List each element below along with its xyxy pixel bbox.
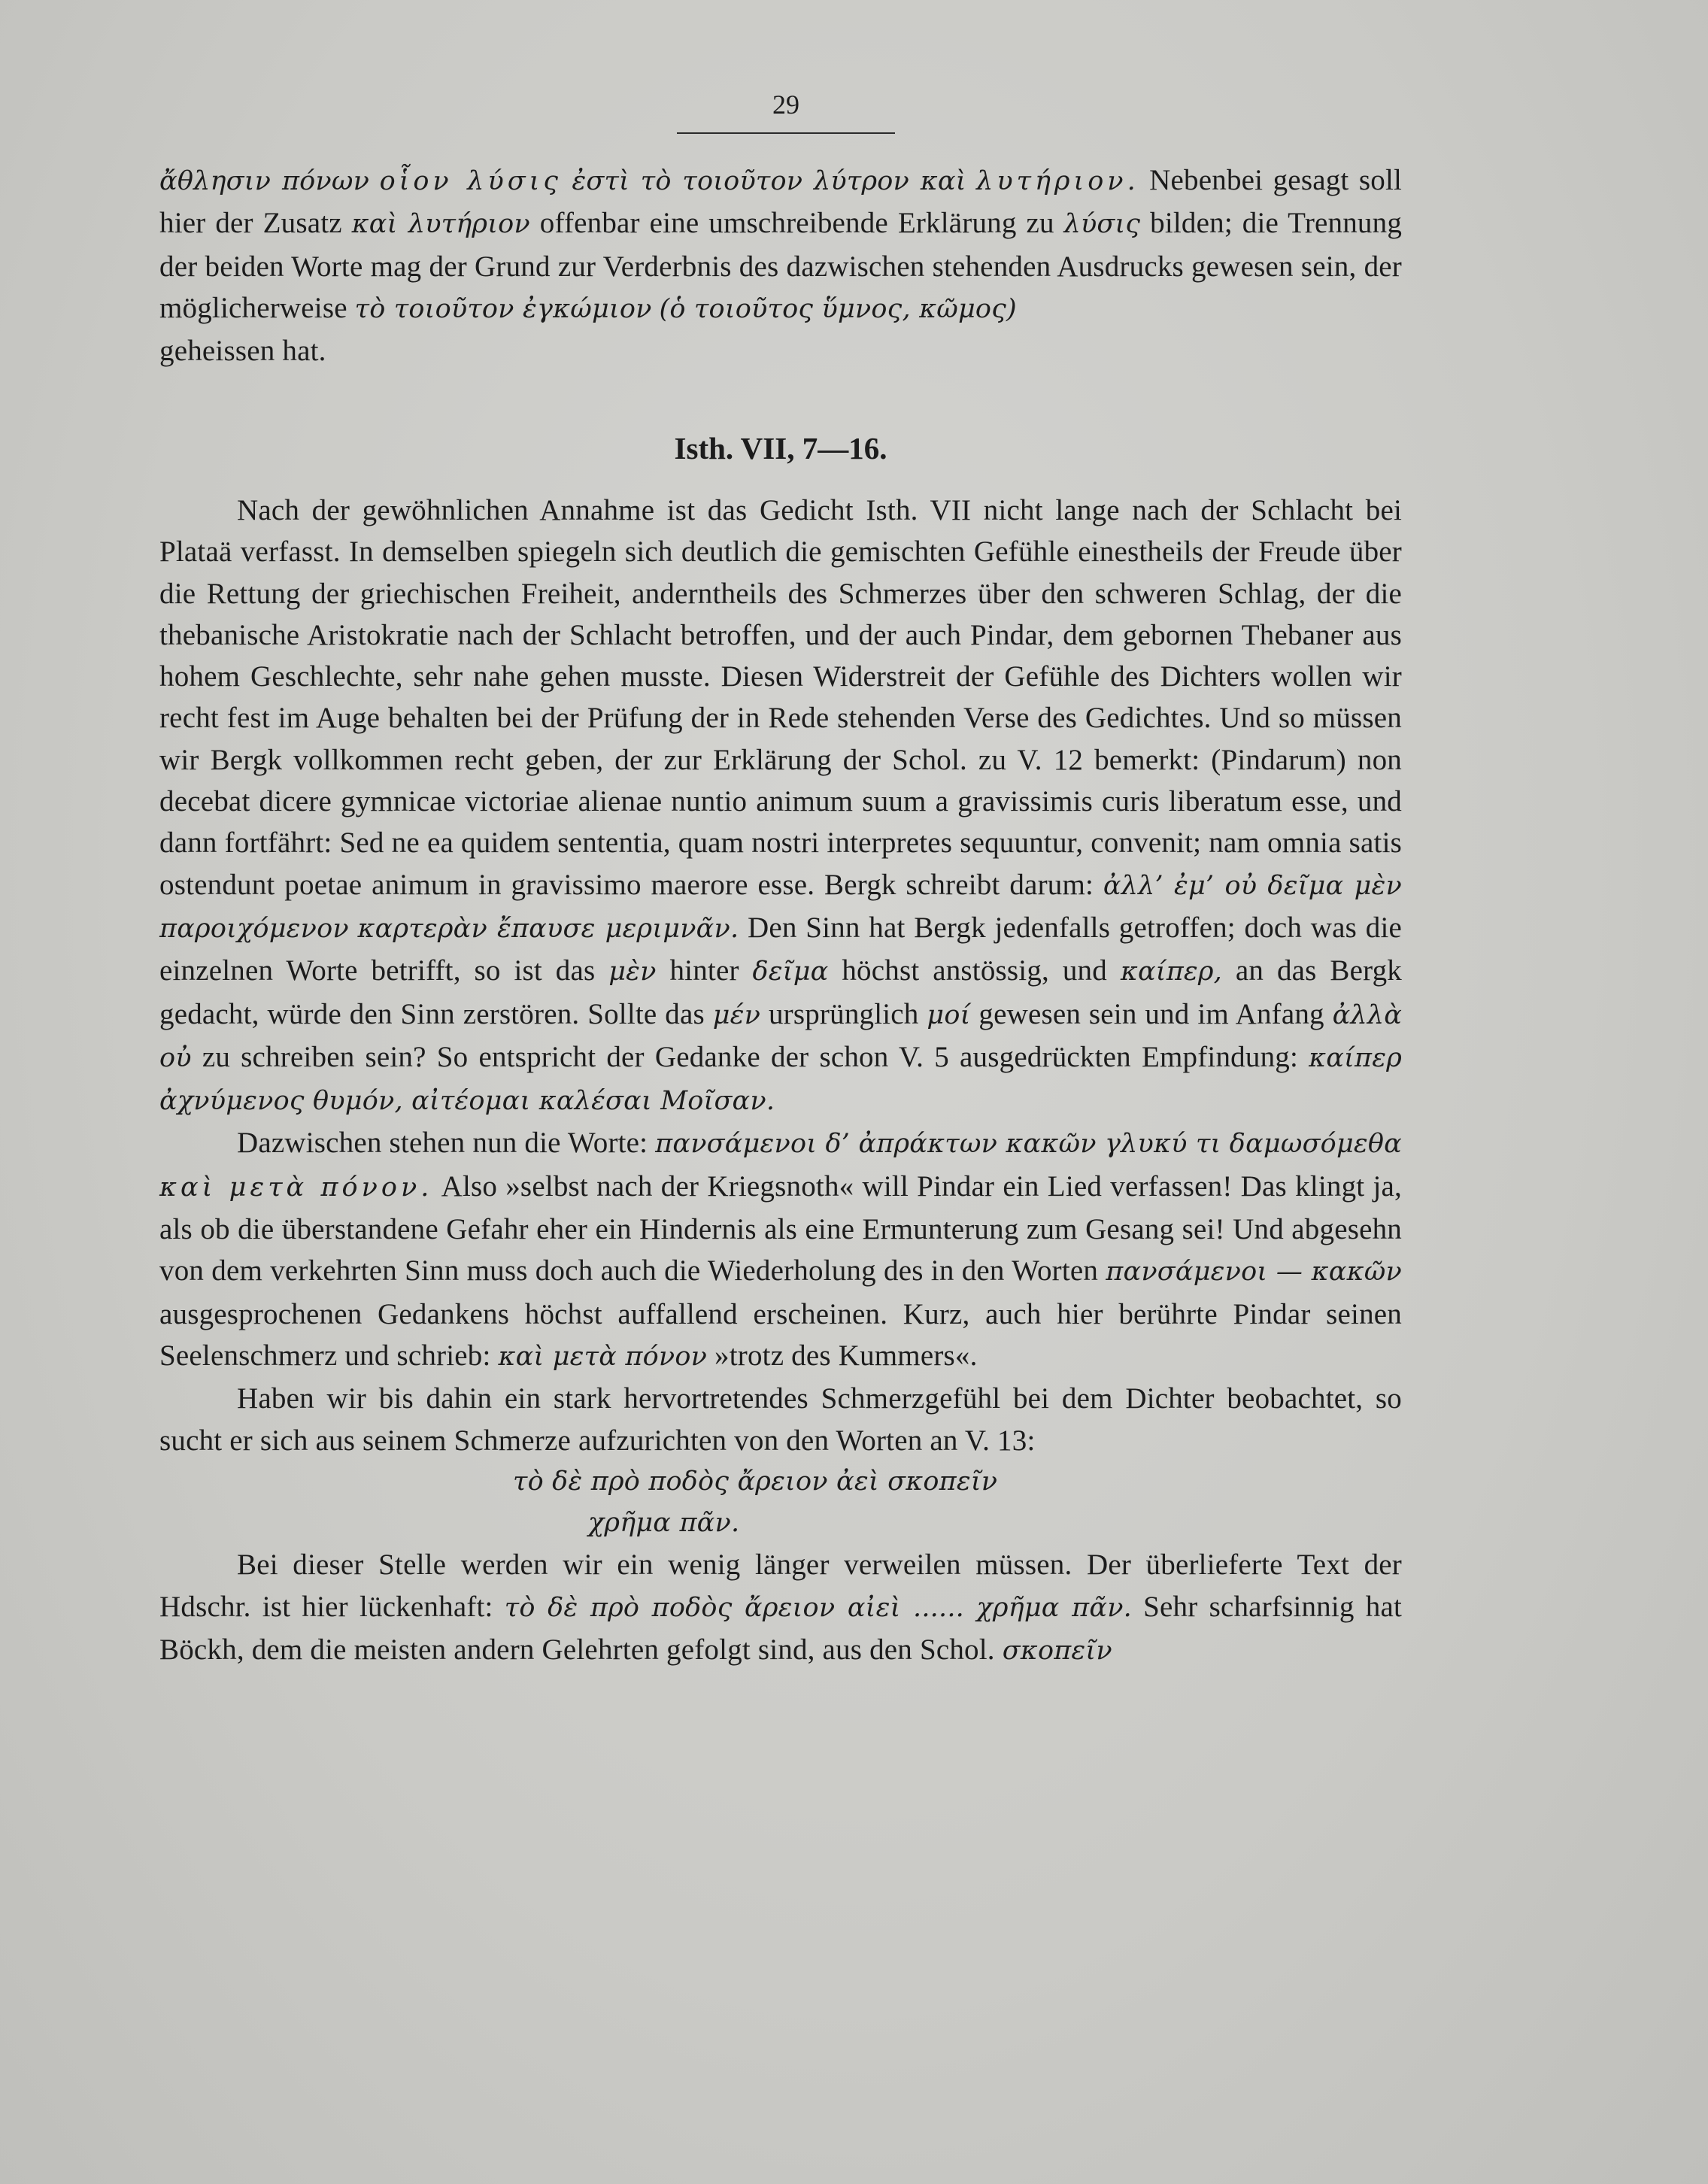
paragraph-text: gewesen sein und im Anfang bbox=[978, 997, 1324, 1030]
paragraph-text: ausgesprochenen Gedankens höchst auffallend erscheinen. Kurz, auch hier berührte Pindar seinen Seelenschmerz und schrieb: bbox=[159, 1297, 1402, 1372]
greek-quote: ἄθλησιν πόνων bbox=[159, 166, 370, 196]
greek-term: μοί bbox=[927, 999, 971, 1030]
greek-quote: ἐστὶ τὸ τοιοῦτον λύτρον καὶ bbox=[572, 166, 966, 196]
paragraph-text: höchst anstössig, und bbox=[842, 954, 1107, 987]
greek-term: μέν bbox=[712, 999, 761, 1030]
greek-term: καίπερ, bbox=[1120, 957, 1223, 987]
section-heading: Isth. VII, 7—16. bbox=[674, 431, 887, 466]
paragraph-1 bbox=[159, 490, 1402, 1122]
greek-quote: πανσάμενοι δ’ ἀπράκτων κακῶν γλυκύ τι δαμωσόμεθα bbox=[655, 1129, 1402, 1160]
greek-quote: καρτερὰν ἔπαυσε μεριμνᾶν. bbox=[357, 913, 739, 944]
paragraph-text: Den Sinn hat Bergk jedenfalls getroffen; doch was die einzelnen Worte betrifft, so ist das bbox=[159, 911, 1402, 987]
paragraph-4 bbox=[159, 1544, 1402, 1672]
paragraph-text: Also »selbst nach der Kriegsnoth« will Pindar ein Lied verfassen! Das klingt ja, als ob die überstandene Gefahr eher ein Hindernis als eine Ermunterung zum Gesang sei! Und abgesehn von dem verkehrten Sinn muss doch auch die Wiederholung des in den Worten bbox=[159, 1169, 1403, 1288]
greek-term: σκοπεῖν bbox=[1002, 1636, 1112, 1667]
intro-text bbox=[159, 159, 1402, 372]
verse-line-2: χρῆμα πᾶν. bbox=[588, 1508, 740, 1539]
verse-line-1: τὸ δὲ πρὸ ποδὸς ἄρειον ἀεὶ σκοπεῖν bbox=[513, 1466, 998, 1497]
paragraph-3 bbox=[159, 1378, 1402, 1461]
intro-sentence: bilden; die Trennung der beiden Worte mag der Grund zur Verderbnis des dazwischen stehenden Ausdrucks gewesen sein, der möglicherweise bbox=[159, 207, 1403, 324]
paragraph-text: Haben wir bis dahin ein stark hervortretendes Schmerzgefühl bei dem Dichter beobachtet, so sucht er sich aus seinem Schmerze aufzurichten von den Worten an V. 13: bbox=[159, 1382, 1402, 1457]
greek-term: (ὁ τοιοῦτος ὕμνος, κῶμος) bbox=[659, 293, 1017, 324]
intro-sentence: geheissen hat. bbox=[159, 335, 326, 368]
paragraph-text: Bei dieser Stelle werden wir ein wenig länger verweilen müssen. Der überlieferte Text der Hdschr. ist hier lückenhaft: bbox=[159, 1549, 1402, 1623]
greek-term: λύσις bbox=[1063, 209, 1141, 240]
paragraph-2 bbox=[159, 1122, 1402, 1378]
greek-term: καὶ μετὰ πόνον bbox=[498, 1341, 708, 1372]
paragraph-text: Dazwischen stehen nun die Worte: bbox=[237, 1127, 648, 1160]
paragraph-text: hinter bbox=[669, 954, 739, 987]
greek-quote: καίπερ ἀχνύμενος θυμόν, αἰτέομαι καλέσαι Μοῖσαν. bbox=[159, 1042, 1402, 1117]
greek-quote-spaced: λυτήριον. bbox=[976, 166, 1139, 196]
greek-term: δεῖμα bbox=[752, 957, 829, 987]
paragraph-text: Sehr scharfsinnig hat Böckh, dem die meisten andern Gelehrten gefolgt sind, aus den Schol. bbox=[159, 1590, 1403, 1667]
paragraph-text: an das Bergk gedacht, würde den Sinn zerstören. Sollte das bbox=[159, 954, 1402, 1030]
greek-term: τὸ τοιοῦτον ἐγκώμιον bbox=[354, 293, 652, 324]
page-number: 29 bbox=[772, 89, 799, 120]
paragraph-text: »trotz des Kummers«. bbox=[714, 1339, 978, 1372]
body-text bbox=[159, 490, 1402, 1672]
intro-paragraph bbox=[159, 159, 1402, 372]
greek-quote-spaced: οἷον λύσις bbox=[379, 166, 562, 196]
page-number-rule bbox=[677, 132, 895, 134]
paragraph-text: Nach der gewöhnlichen Annahme ist das Gedicht Isth. VII nicht lange nach der Schlacht bei Plataä verfasst. In demselben spiegeln sich deutlich die gemischten Gefühle einestheils der Freude über die Rettung der griechischen Freiheit, anderntheils des Schmerzes über den schweren Schlag, der die thebanische Aristokratie nach der Schlacht betroffen, und der auch Pindar, dem gebornen Thebaner aus hohem Geschlechte, sehr nahe gehen musste. Diesen Widerstreit der Gefühle des Dichters wollen wir recht fest im Auge behalten bei der Prüfung der in Rede stehenden Verse des Gedichtes. Und so müssen wir Bergk vollkommen recht geben, der zur Erklärung der Schol. zu V. 12 bemerkt: (Pindarum) non decebat dicere gymnicae victoriae alienae nuntio animum suum a gravissimis curis liberatum esse, und dann fortfährt: Sed ne ea quidem sententia, quam nostri interpretes sequuntur, convenit; nam omnia satis ostendunt poetae animum in gravissimo maerore esse. Bergk schreibt darum: bbox=[159, 494, 1402, 901]
greek-term: πανσάμενοι — κακῶν bbox=[1106, 1257, 1403, 1288]
greek-term: καὶ λυτήριον bbox=[351, 209, 530, 240]
paragraph-text: ursprünglich bbox=[768, 997, 919, 1030]
greek-quote: ἀλλ’ ἐμ’ οὐ δεῖμα μὲν παροιχόμενον bbox=[159, 870, 1403, 944]
intro-sentence: Nebenbei gesagt soll hier der Zusatz bbox=[159, 164, 1403, 240]
intro-sentence: offenbar eine umschreibende Erklärung zu bbox=[539, 207, 1054, 240]
greek-quote-spaced: καὶ μετὰ πόνον. bbox=[159, 1172, 433, 1203]
greek-quote: τὸ δὲ πρὸ ποδὸς ἄρειον αἰεὶ ...... χρῆμα πᾶν. bbox=[504, 1592, 1132, 1623]
greek-term: ἀλλὰ οὐ bbox=[159, 999, 1403, 1073]
greek-term: μὲν bbox=[608, 957, 657, 987]
paragraph-text: zu schreiben sein? So entspricht der Gedanke der schon V. 5 ausgedrückten Empfindung: bbox=[202, 1040, 1299, 1073]
